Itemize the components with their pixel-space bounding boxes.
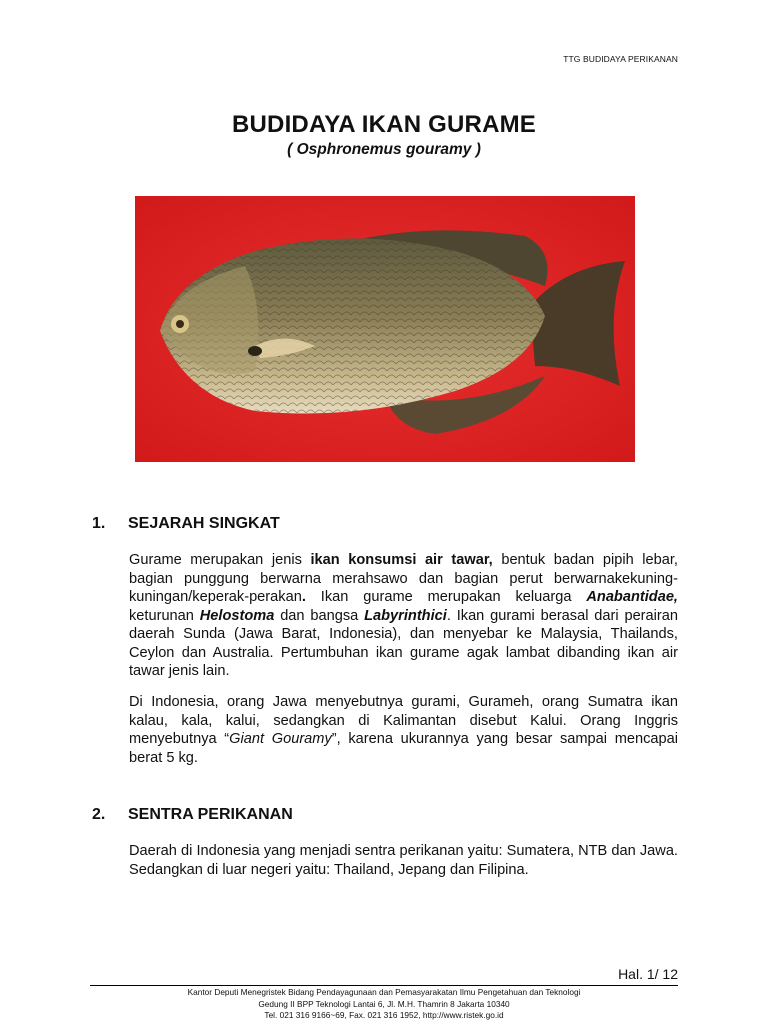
bold-period: . xyxy=(301,589,306,605)
page-number: Hal. 1/ 12 xyxy=(618,966,678,982)
section-1-heading xyxy=(92,515,280,533)
document-title: BUDIDAYA IKAN GURAME xyxy=(231,111,537,138)
bold-term: ikan konsumsi air tawar, xyxy=(310,552,493,568)
running-header: TTG BUDIDAYA PERIKANAN xyxy=(563,54,678,64)
text-run: ”, karena ukurannya yang besar sampai mencapai berat 5 kg. xyxy=(129,731,678,766)
section-1-title: SEJARAH SINGKAT xyxy=(128,515,280,532)
text-run: Ikan gurame merupakan keluarga xyxy=(320,589,587,605)
footer-line-3: Tel. 021 316 9166~69, Fax. 021 316 1952, http://www.ristek.go.id xyxy=(264,1010,504,1020)
english-name: Giant Gouramy xyxy=(229,731,332,747)
section-2-paragraph-1: Daerah di Indonesia yang menjadi sentra perikanan yaitu: Sumatera, NTB dan Jawa. Sedangkan di luar negeri yaitu: Thailand, Jepang dan Filipina. xyxy=(129,843,678,878)
footer-line-1: Kantor Deputi Menegristek Bidang Pendayagunaan dan Pemasyarakatan Ilmu Pengetahuan dan Teknologi xyxy=(187,987,581,997)
text-run: bentuk badan pipih lebar, bagian punggung berwarna merahsawo dan bagian perut berwarnakekuning-kuningan/keperak-perakan xyxy=(129,552,678,605)
text-run: Di Indonesia, orang Jawa menyebutnya gurami, Gurameh, orang Sumatra ikan kalau, kala, kalui, sedangkan di Kalimantan disebut Kalui. Orang Inggris menyebutnya “ xyxy=(129,694,678,747)
section-2-heading xyxy=(92,806,293,824)
document-subtitle: ( Osphronemus gouramy ) xyxy=(287,141,481,158)
order-name: Labyrinthici xyxy=(364,607,447,624)
section-1-paragraph-1 xyxy=(129,551,678,681)
text-run: Gurame merupakan jenis xyxy=(129,552,311,568)
footer-line-2: Gedung II BPP Teknologi Lantai 6, Jl. M.H. Thamrin 8 Jakarta 10340 xyxy=(258,998,510,1009)
genus-name: Helostoma xyxy=(199,607,275,624)
text-run: . Ikan gurami berasal dari perairan daerah Sunda (Jawa Barat, Indonesia), dan menyebar ke Malaysia, Thailands, Ceylon dan Australia. Pertumbuhan ikan gurame agak lambat dibanding ikan air tawar jenis lain. xyxy=(129,607,678,679)
text-run: dan bangsa xyxy=(274,607,365,624)
text-run: keturunan xyxy=(129,607,200,624)
section-1-paragraph-2 xyxy=(129,693,678,767)
section-1-number: 1. xyxy=(92,515,106,532)
gourami-fish-photo xyxy=(135,196,635,462)
footer-divider xyxy=(90,985,678,986)
section-2-title: SENTRA PERIKANAN xyxy=(128,806,293,823)
fish-illustration xyxy=(135,196,635,462)
family-name: Anabantidae, xyxy=(586,589,678,605)
section-2-number: 2. xyxy=(92,806,106,823)
footer xyxy=(0,987,768,1022)
